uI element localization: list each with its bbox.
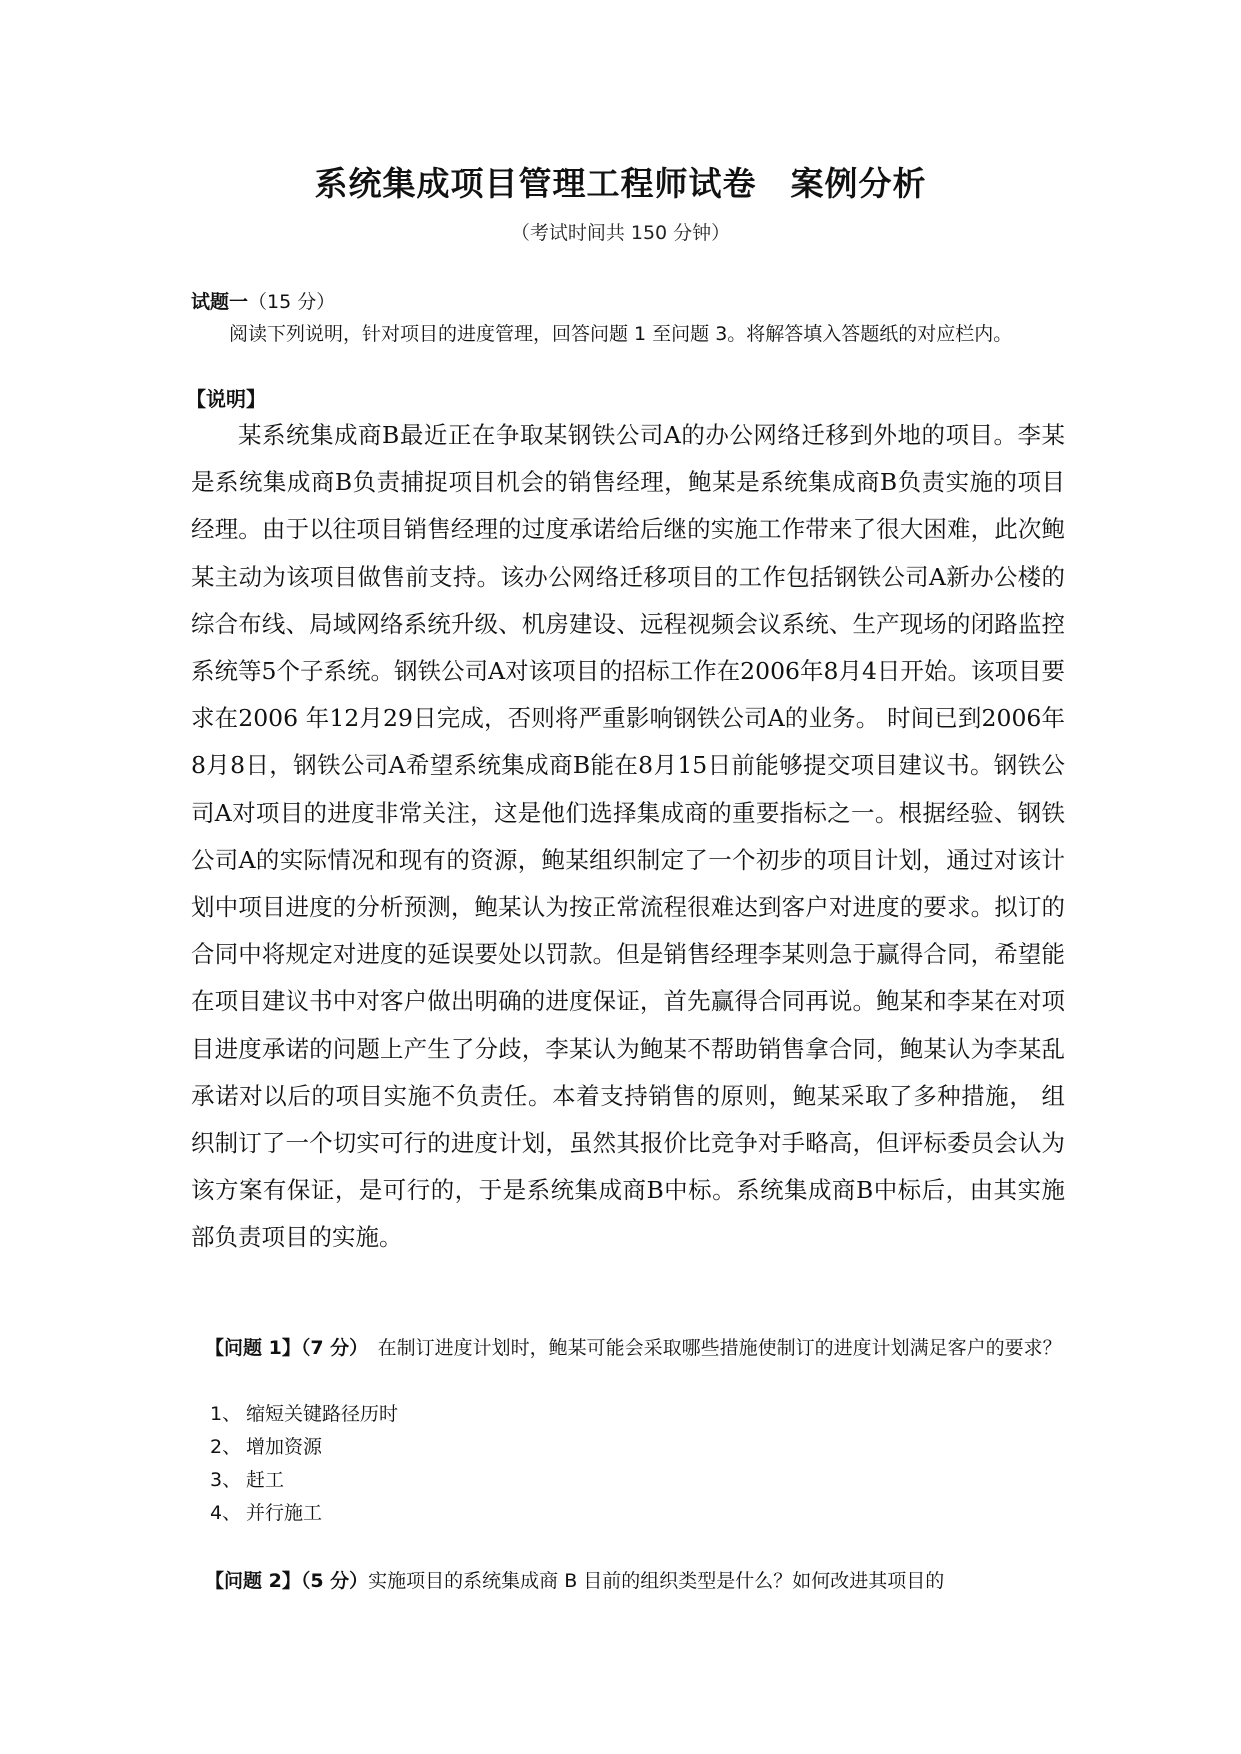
- exam-title: 系统集成项目管理工程师试卷 案例分析: [314, 164, 927, 203]
- answer-text: 并行施工: [246, 1502, 323, 1524]
- problem-1-text: 在制订进度计划时，鲍某可能会采取哪些措施使制订的进度计划满足客户的要求？: [358, 1337, 1062, 1359]
- problem-1-tag: 【问题 1】（7 分）: [205, 1337, 359, 1359]
- answer-item: [210, 1431, 398, 1464]
- case-description: 某系统集成商B最近正在争取某钢铁公司A的办公网络迁移到外地的项目。李某是系统集成商B负责捕捉项目机会的销售经理，鲍某是系统集成商B负责实施的项目经理。由于以往项目销售经理的过度承诺给后继的实施工作带来了很大困难，此次鲍某主动为该项目做售前支持。该办公网络迁移项目的工作包括钢铁公司A新办公楼的综合布线、局域网络系统升级、机房建设、远程视频会议系统、生产现场的闭路监控系统等5个子系统。钢铁公司A对该项目的招标工作在2006年8月4日开始。该项目要求在2006 年12月29日完成，否则将严重影响钢铁公司A的业务。 时间已到2006年8月8日，钢铁公司A希望系统集成商B能在8月15日前能够提交项目建议书。钢铁公司A对项目的进度非常关注，这是他们选择集成商的重要指标之一。根据经验、钢铁公司A的实际情况和现有的资源，鲍某组织制定了一个初步的项目计划，通过对该计划中项目进度的分析预测，鲍某认为按正常流程很难达到客户对进度的要求。拟订的合同中将规定对进度的延误要处以罚款。但是销售经理李某则急于赢得合同，希望能在项目建议书中对客户做出明确的进度保证，首先赢得合同再说。鲍某和李某在对项目进度承诺的问题上产生了分歧，李某认为鲍某不帮助销售拿合同，鲍某认为李某乱承诺对以后的项目实施不负责任。本着支持销售的原则，鲍某采取了多种措施， 组织制订了一个切实可行的进度计划，虽然其报价比竞争对手略高，但评标委员会认为该方案有保证，是可行的，于是系统集成商B中标。系统集成商B中标后，由其实施部负责项目的实施。: [191, 421, 1065, 1252]
- answer-number: 3、: [210, 1469, 242, 1491]
- question-points: （15 分）: [248, 291, 336, 313]
- answer-number: 1、: [210, 1403, 242, 1425]
- answer-number: 2、: [210, 1436, 242, 1458]
- problem-1: [191, 1332, 1065, 1364]
- problem-2-text: 实施项目的系统集成商 B 目前的组织类型是什么？如何改进其项目的: [368, 1570, 945, 1592]
- question-heading: [191, 287, 335, 314]
- answer-item: [210, 1497, 398, 1530]
- problem-2-tag: 【问题 2】（5 分）: [205, 1570, 369, 1592]
- exam-duration: （考试时间共 150 分钟）: [510, 222, 731, 244]
- answer-item: [210, 1464, 398, 1497]
- answer-item: [210, 1398, 398, 1431]
- description-label: 【说明】: [186, 387, 266, 411]
- answer-text: 缩短关键路径历时: [246, 1403, 399, 1425]
- problem-2: [191, 1565, 1065, 1597]
- answer-list: [210, 1398, 398, 1530]
- answer-number: 4、: [210, 1502, 242, 1524]
- answer-text: 增加资源: [246, 1436, 323, 1458]
- question-label: 试题一: [191, 291, 249, 313]
- question-instruction: 阅读下列说明，针对项目的进度管理，回答问题 1 至问题 3。将解答填入答题纸的对应栏内。: [229, 323, 1013, 345]
- answer-text: 赶工: [246, 1469, 285, 1491]
